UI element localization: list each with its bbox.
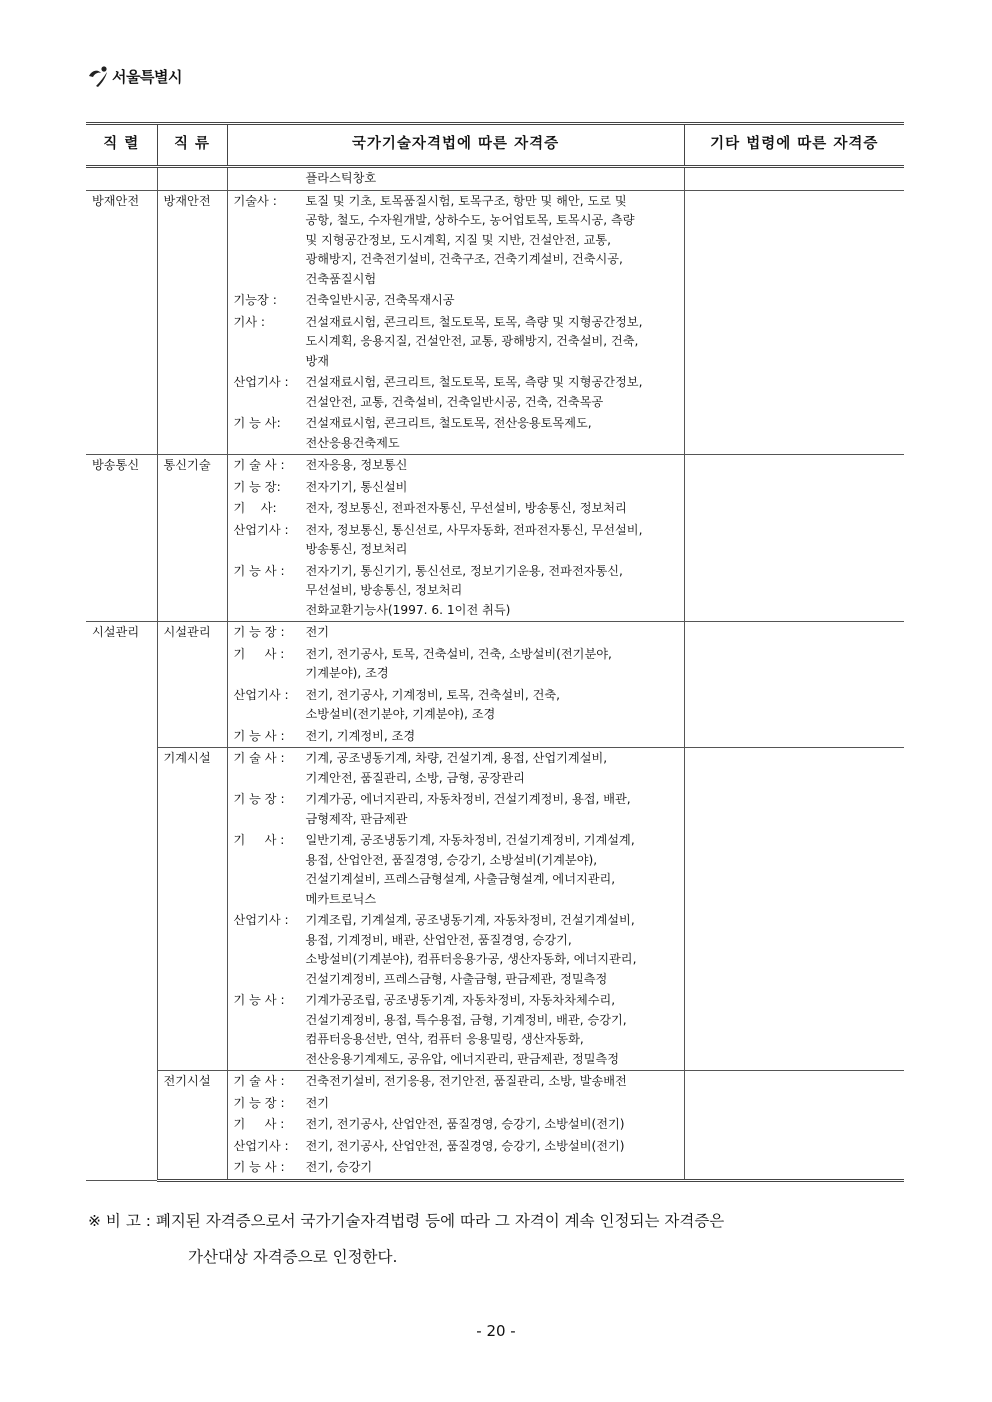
class-cell: 통신기술	[157, 455, 227, 622]
page-number: - 20 -	[476, 1322, 516, 1340]
grade-label: 기 능 사 :	[233, 1160, 285, 1174]
qualification-line	[234, 623, 680, 643]
header-other-qualifications: 기타 법령에 따른 자격증	[684, 124, 904, 167]
header-class: 직 류	[157, 124, 227, 167]
grade-label: 기 능 사 :	[233, 993, 285, 1007]
grade-label-spacer	[234, 601, 306, 621]
qualification-line	[234, 686, 680, 706]
qualification-items: 컴퓨터응용선반, 연삭, 컴퓨터 응용밀링, 생산자동화,	[305, 1032, 584, 1046]
remark-line-1: ※ 비 고 : 폐지된 자격증으로서 국가기술자격법령 등에 따라 그 자격이 계속 인정되는 자격증은	[88, 1212, 725, 1230]
qualification-table	[86, 122, 904, 1182]
qualification-line	[234, 1030, 680, 1050]
grade-label: 산업기사 :	[233, 522, 289, 537]
grade-label: 기술사 :	[233, 193, 277, 208]
other-qualification-cell	[684, 190, 904, 455]
qualification-line	[234, 705, 680, 725]
qualification-line	[234, 313, 680, 333]
qualification-line	[234, 991, 680, 1011]
grade-label: 산업기사 :	[233, 1138, 289, 1153]
qualification-items: 건설재료시험, 콘크리트, 철도토목, 토목, 측량 및 지형공간정보,	[305, 375, 643, 389]
qualification-items: 소방설비(전기분야, 기계분야), 조경	[305, 707, 496, 721]
qualification-items: 메카트로닉스	[305, 891, 377, 906]
qualification-items: 용접, 산업안전, 품질경영, 승강기, 소방설비(기계분야),	[305, 852, 598, 867]
qualification-line	[234, 231, 680, 251]
qualification-line	[234, 478, 680, 498]
table-header-row	[86, 124, 904, 167]
grade-label-spacer	[234, 950, 306, 970]
qualification-items: 건설기계정비, 프레스금형, 사출금형, 판금제관, 정밀측정	[305, 971, 608, 986]
grade-label: 기 술 사 :	[233, 458, 285, 472]
qualification-line	[234, 1072, 680, 1092]
qualification-items: 플라스틱창호	[305, 171, 377, 185]
class-cell: 기계시설	[157, 748, 227, 1071]
remark-note	[88, 1203, 918, 1275]
qualification-line	[234, 352, 680, 372]
qualification-line	[234, 1115, 680, 1135]
grade-label-spacer	[234, 352, 306, 372]
table-row	[86, 455, 904, 622]
qualification-items: 전기, 전기공사, 토목, 건축설비, 건축, 소방설비(전기분야,	[305, 646, 612, 661]
series-cell: 시설관리	[86, 622, 157, 1181]
grade-label: 기 능 사:	[233, 416, 281, 430]
qualification-items: 금형제작, 판금제관	[305, 811, 408, 826]
qualification-items: 건축품질시험	[305, 271, 377, 286]
qualification-line	[234, 1158, 680, 1178]
qualification-line	[234, 291, 680, 311]
national-qualification-cell	[227, 1071, 684, 1181]
qualification-line	[234, 562, 680, 582]
qualification-line	[234, 950, 680, 970]
grade-label: 산업기사 :	[233, 913, 289, 927]
qualification-items: 토질 및 기초, 토목품질시험, 토목구조, 항만 및 해안, 도로 및	[305, 193, 627, 208]
grade-label-spacer	[234, 851, 306, 871]
qualification-line	[234, 270, 680, 290]
grade-label-spacer	[234, 581, 306, 601]
table-row	[86, 1071, 904, 1181]
qualification-items: 건설기계설비, 프레스금형설계, 사출금형설계, 에너지관리,	[305, 872, 616, 886]
national-qualification-cell	[227, 455, 684, 622]
grade-label-spacer	[234, 169, 306, 189]
qualification-line	[234, 970, 680, 990]
header-series: 직 렬	[86, 124, 157, 167]
qualification-line	[234, 192, 680, 212]
remark-line-2: 가산대상 자격증으로 인정한다.	[188, 1248, 398, 1266]
qualification-items: 기계조립, 기계설계, 공조냉동기계, 자동차정비, 건설기계설비,	[305, 913, 635, 927]
qualification-items: 전자, 정보통신, 전파전자통신, 무선설비, 방송통신, 정보처리	[305, 501, 627, 515]
grade-label-spacer	[234, 970, 306, 990]
grade-label: 기 술 사 :	[233, 751, 285, 765]
qualification-line	[234, 169, 680, 189]
class-cell: 방재안전	[157, 190, 227, 455]
qualification-items: 건설기계정비, 용접, 특수용접, 금형, 기계정비, 배관, 승강기,	[305, 1012, 627, 1027]
grade-label: 기 사 :	[233, 646, 285, 661]
qualification-items: 기계, 공조냉동기계, 차량, 건설기계, 용접, 산업기계설비,	[305, 751, 608, 765]
grade-label: 산업기사 :	[233, 375, 289, 389]
other-qualification-cell	[684, 455, 904, 622]
qualification-line	[234, 727, 680, 747]
qualification-items: 건축일반시공, 건축목재시공	[305, 293, 455, 307]
qualification-items: 일반기계, 공조냉동기계, 자동차정비, 건설기계정비, 기계설계,	[305, 833, 635, 847]
grade-label: 기 능 사 :	[233, 563, 285, 578]
grade-label-spacer	[234, 870, 306, 890]
qualification-items: 무선설비, 방송통신, 정보처리	[305, 583, 463, 597]
qualification-items: 전자기기, 통신기기, 통신선로, 정보기기운용, 전파전자통신,	[305, 563, 623, 578]
qualification-items: 전자응용, 정보통신	[305, 458, 408, 472]
grade-label: 기 능 사 :	[233, 728, 285, 743]
qualification-items: 방재	[305, 353, 330, 368]
grade-label: 기사 :	[233, 314, 266, 329]
qualification-line	[234, 456, 680, 476]
national-qualification-cell	[227, 622, 684, 748]
qualification-line	[234, 931, 680, 951]
qualification-items: 방송통신, 정보처리	[305, 542, 408, 556]
class-cell: 시설관리	[157, 622, 227, 748]
qualification-line	[234, 499, 680, 519]
table-row	[86, 167, 904, 191]
qualification-line	[234, 664, 680, 684]
grade-label: 산업기사 :	[233, 687, 289, 702]
other-qualification-cell	[684, 167, 904, 191]
qualification-line	[234, 414, 680, 434]
grade-label-spacer	[234, 231, 306, 251]
grade-label-spacer	[234, 1011, 306, 1031]
qualification-line	[234, 810, 680, 830]
qualification-items: 기계가공, 에너지관리, 자동차정비, 건설기계정비, 용접, 배관,	[305, 792, 631, 806]
grade-label: 기 사 :	[233, 1117, 285, 1131]
qualification-items: 용접, 기계정비, 배관, 산업안전, 품질경영, 승강기,	[305, 932, 572, 947]
logo-text: 서울특별시	[112, 67, 182, 86]
grade-label: 기 능 장 :	[233, 1095, 285, 1110]
grade-label-spacer	[234, 890, 306, 910]
series-cell	[86, 167, 157, 191]
national-qualification-cell	[227, 190, 684, 455]
qualification-items: 광해방지, 건축전기설비, 건축구조, 건축기계설비, 건축시공,	[305, 252, 623, 266]
qualification-line	[234, 831, 680, 851]
grade-label-spacer	[234, 931, 306, 951]
qualification-items: 전산응용기계제도, 공유압, 에너지관리, 판금제관, 정밀측정	[305, 1051, 620, 1066]
table-row	[86, 190, 904, 455]
qualification-line	[234, 769, 680, 789]
grade-label-spacer	[234, 664, 306, 684]
qualification-items: 건축전기설비, 전기응용, 전기안전, 품질관리, 소방, 발송배전	[305, 1074, 627, 1088]
qualification-items: 전기, 승강기	[305, 1160, 373, 1174]
qualification-line	[234, 521, 680, 541]
qualification-items: 도시계획, 응용지질, 건설안전, 교통, 광해방지, 건축설비, 건축,	[305, 334, 639, 348]
series-cell: 방송통신	[86, 455, 157, 622]
other-qualification-cell	[684, 1071, 904, 1181]
grade-label-spacer	[234, 393, 306, 413]
grade-label-spacer	[234, 810, 306, 830]
class-cell	[157, 167, 227, 191]
grade-label-spacer	[234, 434, 306, 454]
grade-label: 기 사 :	[233, 833, 285, 847]
qualification-items: 전화교환기능사(1997. 6. 1이전 취득)	[305, 602, 511, 617]
grade-label-spacer	[234, 1050, 306, 1070]
qualification-line	[234, 373, 680, 393]
grade-label-spacer	[234, 540, 306, 560]
grade-label-spacer	[234, 705, 306, 725]
qualification-items: 전기, 전기공사, 산업안전, 품질경영, 승강기, 소방설비(전기)	[305, 1138, 625, 1153]
grade-label-spacer	[234, 250, 306, 270]
qualification-items: 기계가공조립, 공조냉동기계, 자동차정비, 자동차차체수리,	[305, 993, 616, 1007]
qualification-items: 공항, 철도, 수자원개발, 상하수도, 농어업토목, 토목시공, 측량	[305, 213, 635, 227]
qualification-line	[234, 870, 680, 890]
qualification-items: 기계분야), 조경	[305, 666, 389, 680]
qualification-line	[234, 1011, 680, 1031]
qualification-line	[234, 1094, 680, 1114]
qualification-line	[234, 749, 680, 769]
grade-label-spacer	[234, 1030, 306, 1050]
other-qualification-cell	[684, 748, 904, 1071]
seoul-logo	[86, 64, 182, 88]
qualification-line	[234, 851, 680, 871]
other-qualification-cell	[684, 622, 904, 748]
qualification-line	[234, 211, 680, 231]
table-row	[86, 748, 904, 1071]
class-cell: 전기시설	[157, 1071, 227, 1181]
qualification-items: 전기, 전기공사, 산업안전, 품질경영, 승강기, 소방설비(전기)	[305, 1117, 625, 1131]
qualification-line	[234, 540, 680, 560]
qualification-items: 소방설비(기계분야), 컴퓨터응용가공, 생산자동화, 에너지관리,	[305, 952, 637, 966]
grade-label: 기 술 사 :	[233, 1074, 285, 1088]
qualification-line	[234, 911, 680, 931]
qualification-items: 전기	[305, 1095, 330, 1110]
qualification-items: 건설안전, 교통, 건축설비, 건축일반시공, 건축, 건축목공	[305, 394, 604, 409]
qualification-line	[234, 393, 680, 413]
grade-label: 기 능 장:	[233, 479, 281, 494]
qualification-line	[234, 434, 680, 454]
grade-label-spacer	[234, 769, 306, 789]
qualification-line	[234, 1050, 680, 1070]
qualification-items: 전기, 기계정비, 조경	[305, 728, 416, 743]
grade-label: 기능장 :	[233, 293, 277, 307]
qualification-items: 전기	[305, 625, 330, 639]
grade-label: 기 능 장 :	[233, 792, 285, 806]
qualification-line	[234, 601, 680, 621]
qualification-line	[234, 790, 680, 810]
qualification-line	[234, 645, 680, 665]
qualification-items: 전기, 전기공사, 기계정비, 토목, 건축설비, 건축,	[305, 687, 561, 702]
qualification-items: 및 지형공간정보, 도시계획, 지질 및 지반, 건설안전, 교통,	[305, 232, 611, 247]
qualification-items: 건설재료시험, 콘크리트, 철도토목, 토목, 측량 및 지형공간정보,	[305, 314, 643, 329]
grade-label-spacer	[234, 270, 306, 290]
seoul-emblem-icon	[86, 64, 110, 88]
national-qualification-cell	[227, 167, 684, 191]
qualification-items: 건설재료시험, 콘크리트, 철도토목, 전산응용토목제도,	[305, 416, 592, 430]
national-qualification-cell	[227, 748, 684, 1071]
qualification-items: 전자기기, 통신설비	[305, 479, 408, 494]
qualification-line	[234, 1137, 680, 1157]
table-row	[86, 622, 904, 748]
header-national-qualifications: 국가기술자격법에 따른 자격증	[227, 124, 684, 167]
qualification-line	[234, 581, 680, 601]
grade-label: 기 능 장 :	[233, 625, 285, 639]
grade-label-spacer	[234, 211, 306, 231]
series-cell: 방재안전	[86, 190, 157, 455]
qualification-items: 전산응용건축제도	[305, 435, 400, 450]
qualification-line	[234, 332, 680, 352]
grade-label-spacer	[234, 332, 306, 352]
qualification-items: 기계안전, 품질관리, 소방, 금형, 공장관리	[305, 770, 525, 785]
grade-label: 기 사:	[233, 501, 277, 515]
qualification-items: 전자, 정보통신, 통신선로, 사무자동화, 전파전자통신, 무선설비,	[305, 522, 643, 537]
qualification-line	[234, 890, 680, 910]
qualification-line	[234, 250, 680, 270]
